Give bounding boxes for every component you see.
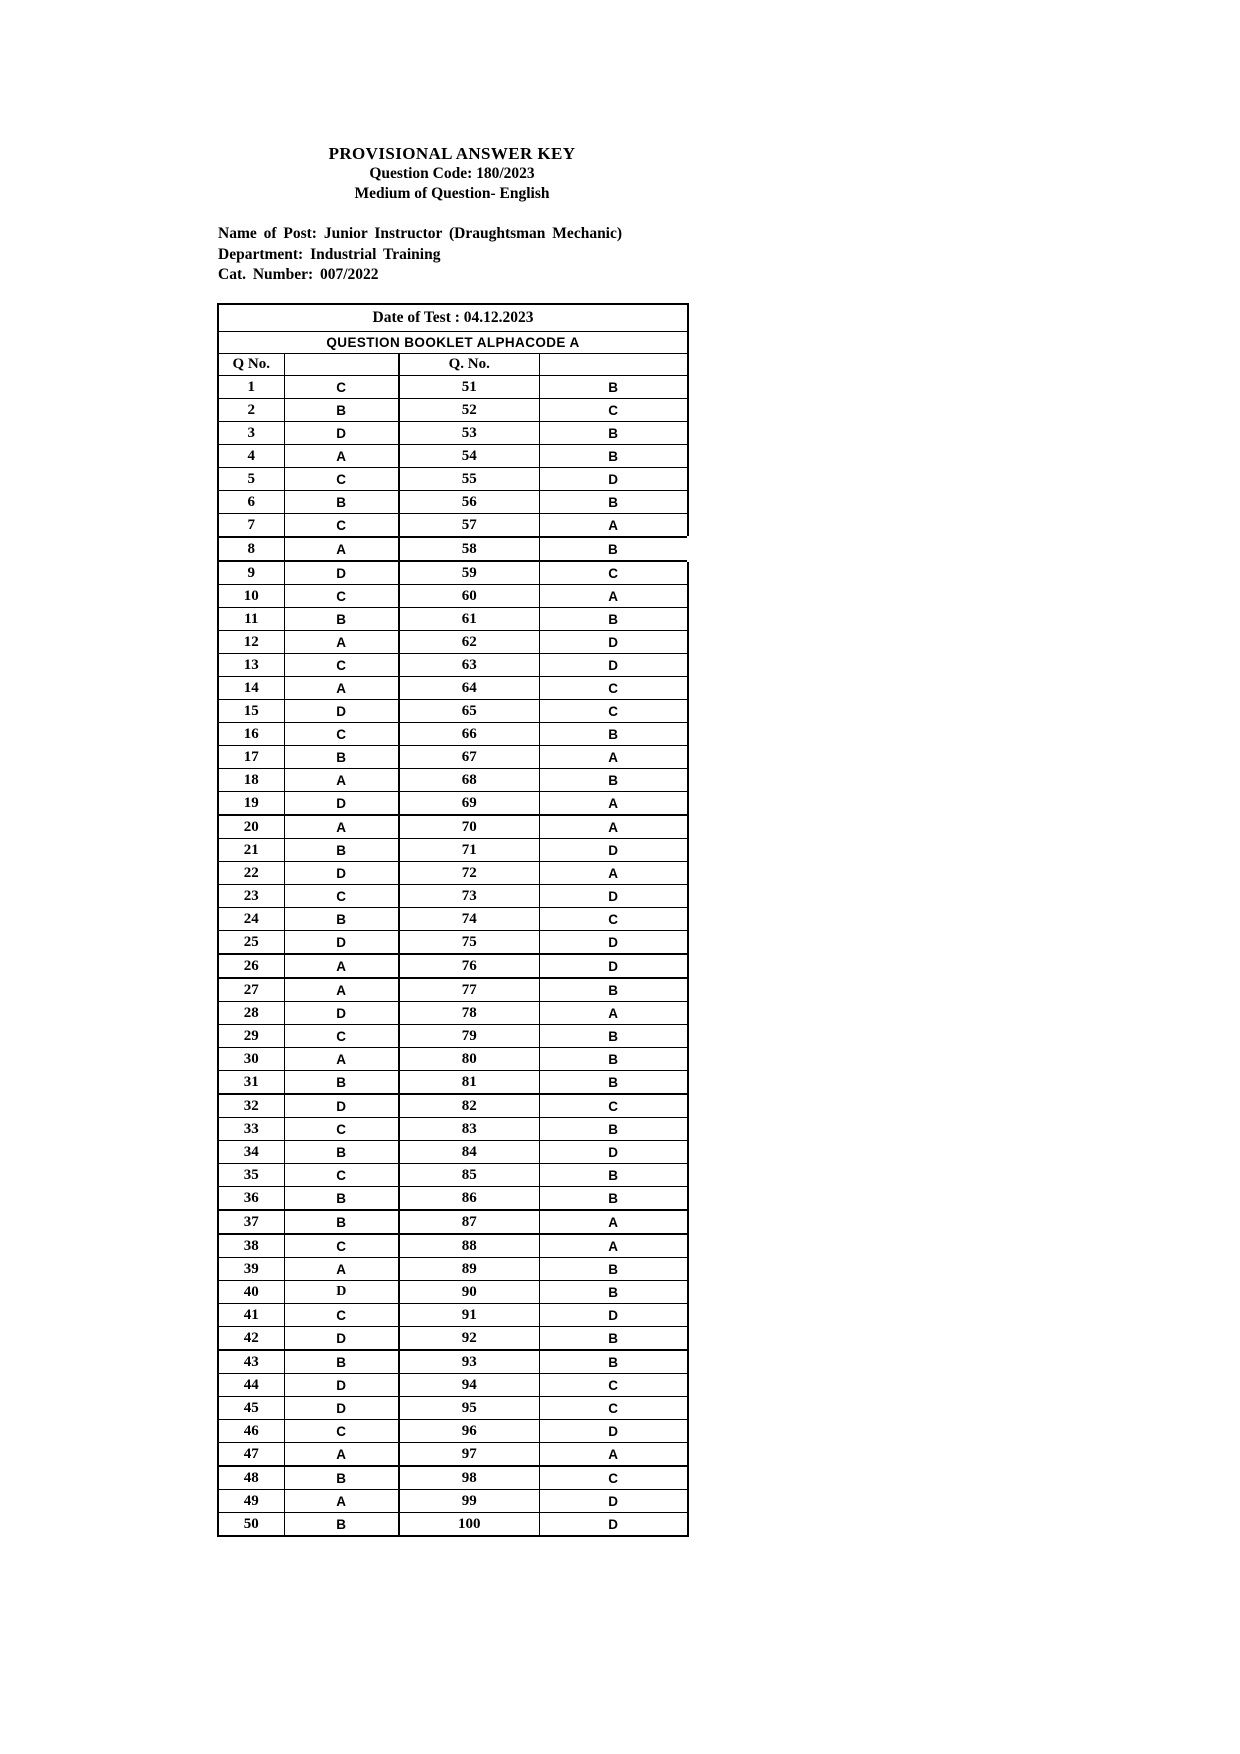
answer-row <box>218 608 688 631</box>
question-number-cell: 100 <box>399 1513 539 1537</box>
question-number-cell: 88 <box>399 1234 539 1258</box>
question-number-cell: 23 <box>218 885 284 908</box>
answer-cell: B <box>284 1187 399 1211</box>
question-number-cell: 20 <box>218 815 284 839</box>
date-of-test-row <box>218 304 688 332</box>
answer-cell: D <box>539 1420 688 1443</box>
answer-row <box>218 1002 688 1025</box>
question-number-cell: 28 <box>218 1002 284 1025</box>
answer-cell: A <box>284 769 399 792</box>
question-number-cell: 93 <box>399 1350 539 1374</box>
question-number-cell: 50 <box>218 1513 284 1537</box>
post-info-block <box>218 224 622 286</box>
answer-row <box>218 1397 688 1420</box>
question-number-cell: 61 <box>399 608 539 631</box>
answer-row <box>218 746 688 769</box>
question-number-cell: 81 <box>399 1071 539 1095</box>
answer-cell: B <box>284 608 399 631</box>
question-number-cell: 86 <box>399 1187 539 1211</box>
answer-row <box>218 1118 688 1141</box>
question-number-cell: 75 <box>399 931 539 955</box>
answer-row <box>218 931 688 955</box>
answer-row <box>218 815 688 839</box>
answer-cell: A <box>539 1002 688 1025</box>
question-number-cell: 55 <box>399 468 539 491</box>
answer-cell: C <box>539 1374 688 1397</box>
answer-row <box>218 585 688 608</box>
question-number-cell: 87 <box>399 1210 539 1234</box>
question-number-cell: 76 <box>399 954 539 978</box>
answer-row <box>218 1490 688 1513</box>
question-number-cell: 32 <box>218 1094 284 1118</box>
question-number-cell: 69 <box>399 792 539 816</box>
question-number-cell: 60 <box>399 585 539 608</box>
answer-row <box>218 468 688 491</box>
question-number-cell: 12 <box>218 631 284 654</box>
answer-row <box>218 1210 688 1234</box>
answer-cell: D <box>284 1094 399 1118</box>
question-number-cell: 99 <box>399 1490 539 1513</box>
answer-cell: D <box>539 654 688 677</box>
question-number-cell: 85 <box>399 1164 539 1187</box>
answer-cell: A <box>284 445 399 468</box>
document-header <box>217 144 687 204</box>
answer-cell: D <box>284 1397 399 1420</box>
answer-cell: B <box>284 908 399 931</box>
question-number-cell: 72 <box>399 862 539 885</box>
question-number-cell: 16 <box>218 723 284 746</box>
answer-row <box>218 1420 688 1443</box>
answer-row <box>218 700 688 723</box>
question-number-cell: 56 <box>399 491 539 514</box>
question-number-cell: 54 <box>399 445 539 468</box>
question-number-cell: 57 <box>399 514 539 538</box>
question-number-cell: 24 <box>218 908 284 931</box>
answer-cell: B <box>539 1350 688 1374</box>
answer-cell: A <box>539 1210 688 1234</box>
answer-row <box>218 1141 688 1164</box>
question-number-cell: 18 <box>218 769 284 792</box>
answer-cell: D <box>284 561 399 585</box>
answer-cell: D <box>539 954 688 978</box>
answer-row <box>218 954 688 978</box>
answer-row <box>218 1466 688 1490</box>
question-number-cell: 96 <box>399 1420 539 1443</box>
answer-row <box>218 422 688 445</box>
question-number-cell: 82 <box>399 1094 539 1118</box>
question-number-cell: 31 <box>218 1071 284 1095</box>
question-number-cell: 3 <box>218 422 284 445</box>
answer-cell: C <box>284 1118 399 1141</box>
answer-cell: B <box>284 399 399 422</box>
question-number-cell: 51 <box>399 376 539 399</box>
answer-cell: D <box>284 931 399 955</box>
answer-row <box>218 631 688 654</box>
answer-left-header <box>284 354 399 376</box>
answer-row <box>218 885 688 908</box>
answer-cell: B <box>539 1281 688 1304</box>
answer-cell: C <box>284 723 399 746</box>
question-number-cell: 36 <box>218 1187 284 1211</box>
department: Department: Industrial Training <box>218 245 441 263</box>
question-number-cell: 68 <box>399 769 539 792</box>
answer-cell: B <box>539 1118 688 1141</box>
question-number-cell: 14 <box>218 677 284 700</box>
question-number-cell: 41 <box>218 1304 284 1327</box>
answer-cell: B <box>539 422 688 445</box>
answer-cell: D <box>284 1327 399 1351</box>
question-number-cell: 64 <box>399 677 539 700</box>
question-number-cell: 78 <box>399 1002 539 1025</box>
answer-cell: B <box>539 1187 688 1211</box>
booklet-alphacode-row <box>218 332 688 354</box>
question-number-cell: 34 <box>218 1141 284 1164</box>
question-number-cell: 58 <box>399 537 539 561</box>
question-number-cell: 4 <box>218 445 284 468</box>
answer-row <box>218 1513 688 1537</box>
answer-cell: B <box>539 1025 688 1048</box>
answer-cell: D <box>284 862 399 885</box>
answer-right-header <box>539 354 688 376</box>
answer-cell: C <box>284 585 399 608</box>
question-number-cell: 65 <box>399 700 539 723</box>
answer-cell: D <box>539 631 688 654</box>
answer-cell: C <box>539 908 688 931</box>
question-number-cell: 71 <box>399 839 539 862</box>
answer-cell: A <box>284 677 399 700</box>
answer-row <box>218 376 688 399</box>
question-number-cell: 63 <box>399 654 539 677</box>
answer-cell: D <box>539 931 688 955</box>
answer-cell: A <box>284 815 399 839</box>
answer-row <box>218 537 688 561</box>
question-number-cell: 98 <box>399 1466 539 1490</box>
question-number-cell: 19 <box>218 792 284 816</box>
answer-row <box>218 1187 688 1211</box>
question-number-cell: 39 <box>218 1258 284 1281</box>
answer-row <box>218 1094 688 1118</box>
question-number-cell: 43 <box>218 1350 284 1374</box>
answer-cell: B <box>539 376 688 399</box>
answer-row <box>218 792 688 816</box>
answer-cell: B <box>284 839 399 862</box>
question-number-cell: 46 <box>218 1420 284 1443</box>
question-number-cell: 59 <box>399 561 539 585</box>
question-number-cell: 80 <box>399 1048 539 1071</box>
name-of-post: Name of Post: Junior Instructor (Draughtsman Mechanic) <box>218 225 623 242</box>
answer-cell: B <box>284 491 399 514</box>
answer-row <box>218 654 688 677</box>
qno-right-header: Q. No. <box>399 354 539 376</box>
answer-row <box>218 1281 688 1304</box>
question-number-cell: 26 <box>218 954 284 978</box>
answer-cell: B <box>284 1210 399 1234</box>
question-number-cell: 15 <box>218 700 284 723</box>
answer-cell: B <box>539 445 688 468</box>
question-number-cell: 33 <box>218 1118 284 1141</box>
answer-cell: A <box>539 585 688 608</box>
answer-cell: D <box>284 1374 399 1397</box>
question-number-cell: 1 <box>218 376 284 399</box>
qno-left-header: Q No. <box>218 354 284 376</box>
question-number-cell: 37 <box>218 1210 284 1234</box>
answer-cell: B <box>539 769 688 792</box>
question-number-cell: 49 <box>218 1490 284 1513</box>
answer-cell: C <box>539 1094 688 1118</box>
question-number-cell: 10 <box>218 585 284 608</box>
question-number-cell: 84 <box>399 1141 539 1164</box>
question-number-cell: 74 <box>399 908 539 931</box>
question-number-cell: 73 <box>399 885 539 908</box>
answer-row <box>218 1258 688 1281</box>
answer-cell: A <box>284 954 399 978</box>
answer-cell: D <box>539 468 688 491</box>
answer-cell: D <box>539 1490 688 1513</box>
question-number-cell: 94 <box>399 1374 539 1397</box>
answer-cell: D <box>539 1141 688 1164</box>
question-number-cell: 9 <box>218 561 284 585</box>
answer-cell: C <box>284 1304 399 1327</box>
question-number-cell: 90 <box>399 1281 539 1304</box>
answer-row <box>218 839 688 862</box>
question-number-cell: 8 <box>218 537 284 561</box>
answer-cell: D <box>284 792 399 816</box>
question-number-cell: 92 <box>399 1327 539 1351</box>
question-number-cell: 45 <box>218 1397 284 1420</box>
question-number-cell: 95 <box>399 1397 539 1420</box>
answer-cell: B <box>539 1071 688 1095</box>
question-number-cell: 21 <box>218 839 284 862</box>
question-code: Question Code: 180/2023 <box>369 165 535 182</box>
question-number-cell: 52 <box>399 399 539 422</box>
answer-cell: C <box>539 677 688 700</box>
answer-cell: A <box>539 746 688 769</box>
answer-cell: C <box>284 1234 399 1258</box>
answer-cell: A <box>539 815 688 839</box>
date-of-test: Date of Test : 04.12.2023 <box>218 304 688 332</box>
answer-row <box>218 677 688 700</box>
answer-cell: D <box>284 422 399 445</box>
answer-cell: A <box>284 537 399 561</box>
answer-cell: A <box>284 1490 399 1513</box>
answer-cell: B <box>539 1164 688 1187</box>
answer-row <box>218 908 688 931</box>
answer-cell: A <box>284 1048 399 1071</box>
answer-cell: D <box>539 839 688 862</box>
answer-cell: B <box>284 1141 399 1164</box>
question-number-cell: 91 <box>399 1304 539 1327</box>
page-title: PROVISIONAL ANSWER KEY <box>328 144 576 163</box>
answer-cell: D <box>284 1002 399 1025</box>
answer-key-table <box>217 303 690 1537</box>
question-number-cell: 70 <box>399 815 539 839</box>
question-number-cell: 79 <box>399 1025 539 1048</box>
question-number-cell: 29 <box>218 1025 284 1048</box>
answer-cell: A <box>539 792 688 816</box>
answer-cell: B <box>539 1327 688 1351</box>
answer-cell: C <box>284 514 399 538</box>
answer-cell: C <box>539 700 688 723</box>
answer-cell: C <box>539 1397 688 1420</box>
question-number-cell: 77 <box>399 978 539 1002</box>
booklet-alphacode: QUESTION BOOKLET ALPHACODE A <box>218 332 688 354</box>
answer-cell: B <box>539 491 688 514</box>
answer-cell: C <box>539 1466 688 1490</box>
question-number-cell: 53 <box>399 422 539 445</box>
answer-cell: B <box>284 746 399 769</box>
question-number-cell: 13 <box>218 654 284 677</box>
answer-cell: A <box>284 1443 399 1467</box>
question-number-cell: 83 <box>399 1118 539 1141</box>
answer-cell: D <box>539 1513 688 1537</box>
question-number-cell: 22 <box>218 862 284 885</box>
answer-cell: D <box>284 1281 399 1304</box>
answer-cell: C <box>284 1164 399 1187</box>
answer-cell: A <box>539 862 688 885</box>
answer-cell: C <box>284 885 399 908</box>
answer-cell: C <box>539 561 688 585</box>
answer-row <box>218 723 688 746</box>
answer-row <box>218 1234 688 1258</box>
answer-cell: B <box>539 723 688 746</box>
question-number-cell: 67 <box>399 746 539 769</box>
answer-row <box>218 399 688 422</box>
question-number-cell: 40 <box>218 1281 284 1304</box>
answer-cell: D <box>539 1304 688 1327</box>
question-number-cell: 30 <box>218 1048 284 1071</box>
question-number-cell: 5 <box>218 468 284 491</box>
answer-cell: D <box>284 700 399 723</box>
answer-cell: B <box>539 537 688 561</box>
question-number-cell: 97 <box>399 1443 539 1467</box>
answer-cell: C <box>284 654 399 677</box>
answer-row <box>218 1164 688 1187</box>
answer-row <box>218 1443 688 1467</box>
question-number-cell: 44 <box>218 1374 284 1397</box>
answer-row <box>218 514 688 538</box>
question-number-cell: 11 <box>218 608 284 631</box>
answer-row <box>218 445 688 468</box>
answer-cell: A <box>284 978 399 1002</box>
question-number-cell: 89 <box>399 1258 539 1281</box>
answer-cell: B <box>539 978 688 1002</box>
answer-row <box>218 1304 688 1327</box>
question-number-cell: 25 <box>218 931 284 955</box>
answer-cell: B <box>284 1071 399 1095</box>
column-header-row <box>218 354 688 376</box>
medium-of-question: Medium of Question- English <box>354 185 550 202</box>
question-number-cell: 6 <box>218 491 284 514</box>
answer-cell: B <box>539 1048 688 1071</box>
answer-row <box>218 561 688 585</box>
answer-row <box>218 491 688 514</box>
answer-row <box>218 978 688 1002</box>
answer-cell: C <box>539 399 688 422</box>
answer-cell: C <box>284 1025 399 1048</box>
answer-cell: C <box>284 376 399 399</box>
answer-cell: B <box>539 608 688 631</box>
answer-cell: A <box>539 1234 688 1258</box>
question-number-cell: 35 <box>218 1164 284 1187</box>
answer-row <box>218 769 688 792</box>
answer-cell: A <box>539 1443 688 1467</box>
answer-cell: A <box>284 1258 399 1281</box>
question-number-cell: 62 <box>399 631 539 654</box>
answer-row <box>218 862 688 885</box>
answer-cell: B <box>284 1350 399 1374</box>
answer-cell: A <box>539 514 688 538</box>
question-number-cell: 38 <box>218 1234 284 1258</box>
question-number-cell: 2 <box>218 399 284 422</box>
answer-cell: B <box>539 1258 688 1281</box>
answer-row <box>218 1025 688 1048</box>
question-number-cell: 48 <box>218 1466 284 1490</box>
answer-row <box>218 1071 688 1095</box>
answer-row <box>218 1048 688 1071</box>
answer-row <box>218 1350 688 1374</box>
answer-row <box>218 1327 688 1351</box>
answer-cell: D <box>539 885 688 908</box>
question-number-cell: 17 <box>218 746 284 769</box>
question-number-cell: 66 <box>399 723 539 746</box>
question-number-cell: 47 <box>218 1443 284 1467</box>
answer-cell: B <box>284 1513 399 1537</box>
question-number-cell: 42 <box>218 1327 284 1351</box>
answer-cell: A <box>284 631 399 654</box>
answer-cell: C <box>284 468 399 491</box>
cat-number: Cat. Number: 007/2022 <box>218 266 379 283</box>
answer-row <box>218 1374 688 1397</box>
question-number-cell: 7 <box>218 514 284 538</box>
answer-cell: B <box>284 1466 399 1490</box>
question-number-cell: 27 <box>218 978 284 1002</box>
answer-cell: C <box>284 1420 399 1443</box>
